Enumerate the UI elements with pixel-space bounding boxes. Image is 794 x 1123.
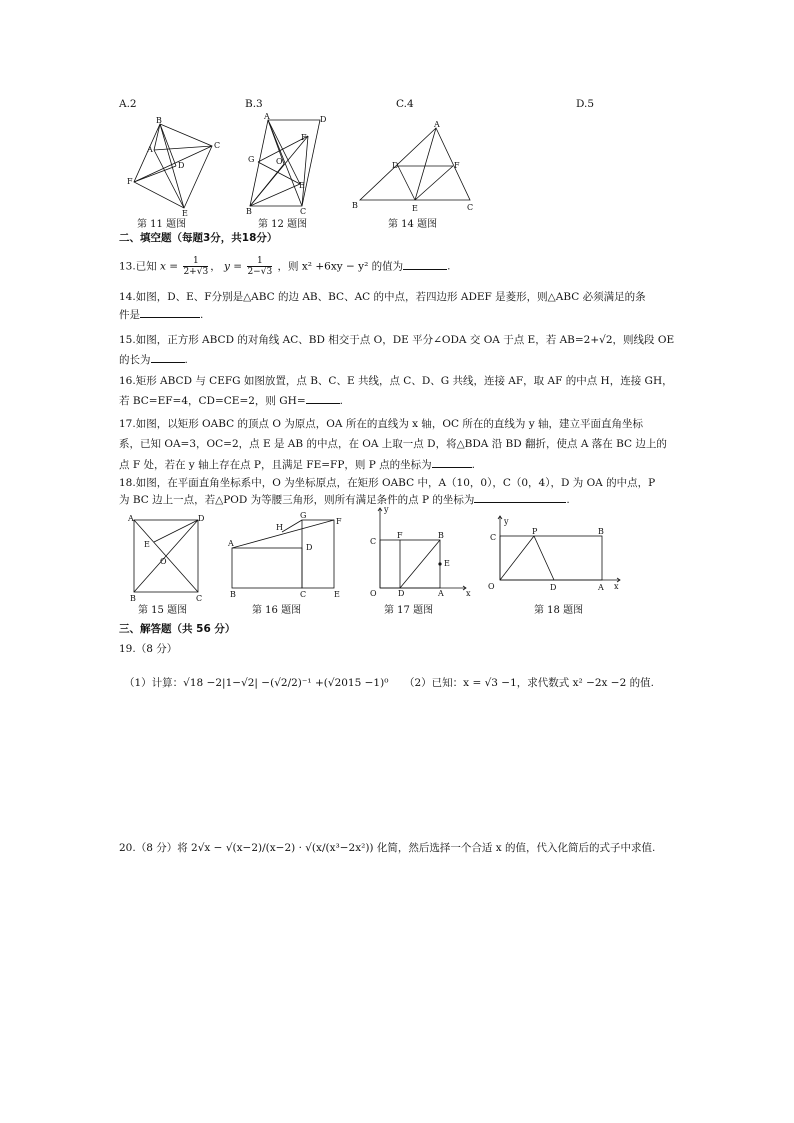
question-14-line-2	[119, 307, 203, 322]
question-18-line-2	[119, 492, 570, 507]
figure-15	[126, 512, 208, 602]
label-c: C	[490, 533, 497, 542]
answer-blank[interactable]	[306, 393, 340, 404]
answer-blank[interactable]	[403, 259, 447, 270]
q13-x: x =	[160, 260, 179, 273]
label-d: D	[392, 161, 399, 170]
label-p: P	[532, 527, 538, 536]
q13-prefix: 13.已知	[119, 260, 157, 273]
question-17-line-3	[119, 457, 475, 472]
question-15-line-2	[119, 352, 188, 367]
label-o: O	[488, 582, 495, 591]
label-a: A	[438, 589, 444, 598]
figure-16	[226, 510, 350, 600]
label-a: A	[264, 112, 270, 121]
label-e: E	[182, 209, 188, 218]
label-f: F	[397, 531, 403, 540]
label-e: E	[412, 204, 418, 213]
figure-12	[244, 114, 334, 214]
label-x: x	[466, 589, 471, 598]
option-d: D.5	[576, 98, 595, 110]
q13-y-fraction	[247, 256, 272, 277]
figure-11	[126, 116, 226, 216]
label-b: B	[598, 527, 604, 536]
answer-blank[interactable]	[432, 457, 472, 468]
label-o: O	[370, 589, 377, 598]
figure-14	[350, 122, 480, 212]
question-17-line-1: 17.如图，以矩形 OABC 的顶点 O 为原点，OA 所在的直线为 x 轴，OC 所在的直线为 y 轴，建立平面直角坐标	[119, 418, 644, 430]
section-fill-in-heading: 二、填空题（每题3分，共18分）	[119, 232, 278, 244]
figure-17-caption: 第 17 题图	[384, 605, 434, 616]
label-f: F	[336, 517, 342, 526]
answer-blank[interactable]	[474, 492, 566, 503]
label-b: B	[246, 207, 252, 216]
q17-end: .	[471, 459, 475, 471]
label-o: O	[276, 157, 283, 166]
figure-11-caption: 第 11 题图	[137, 219, 187, 230]
question-14-line-1: 14.如图，D、E、F分别是△ABC 的边 AB、BC、AC 的中点，若四边形 ADEF 是菱形，则△ABC 必须满足的条	[119, 291, 646, 303]
q18-line2-text: 为 BC 边上一点，若△POD 为等腰三角形，则所有满足条件的点 P 的坐标为	[119, 494, 475, 506]
question-20: 20.（8 分）将 2√x − √(x−2)/(x−2) · √(x/(x³−2x²)) 化简，然后选择一个合适 x 的值，代入化简后的式子中求值.	[119, 842, 656, 854]
q13-end: .	[447, 260, 451, 273]
question-19-part-1: （1）计算：√18 −2|1−√2| −(√2/2)⁻¹ +(√2015 −1)⁰	[124, 677, 389, 689]
label-b: B	[230, 590, 236, 599]
label-f: F	[454, 161, 460, 170]
label-y: y	[384, 505, 389, 514]
label-x: x	[614, 582, 619, 591]
label-b: B	[156, 116, 162, 125]
q15-end: .	[184, 354, 188, 366]
label-y: y	[504, 517, 509, 526]
figure-12-caption: 第 12 题图	[258, 219, 308, 230]
figure-16-caption: 第 16 题图	[252, 605, 302, 616]
label-a: A	[228, 539, 234, 548]
answer-blank[interactable]	[151, 352, 185, 363]
q13-y-denominator: 2−√3	[247, 267, 273, 277]
label-d: D	[198, 514, 205, 523]
figure-18-caption: 第 18 题图	[534, 605, 584, 616]
label-b: B	[130, 594, 136, 603]
label-f: F	[301, 133, 307, 142]
question-16-line-2	[119, 393, 343, 408]
figure-17	[366, 506, 470, 598]
label-d: D	[320, 115, 327, 124]
q13-x-denominator: 2+√3	[183, 267, 209, 277]
label-g: G	[300, 511, 307, 520]
q18-end: .	[566, 494, 570, 506]
label-a: A	[147, 145, 153, 154]
section-solve-heading: 三、解答题（共 56 分）	[119, 623, 236, 635]
figure-14-caption: 第 14 题图	[388, 219, 438, 230]
label-o: O	[160, 557, 167, 566]
question-17-line-2: 系，已知 OA=3，OC=2，点 E 是 AB 的中点，在 OA 上取一点 D，将△BDA 沿 BD 翻折，使点 A 落在 BC 边上的	[119, 438, 667, 450]
label-e: E	[334, 590, 340, 599]
label-c: C	[214, 141, 221, 150]
label-d: D	[398, 589, 405, 598]
label-d: D	[550, 583, 557, 592]
figure-18	[486, 514, 626, 598]
label-e: E	[144, 540, 150, 549]
answer-blank[interactable]	[140, 307, 200, 318]
question-15-line-1: 15.如图，正方形 ABCD 的对角线 AC、BD 相交于点 O，DE 平分∠ODA 交 OA 于点 E，若 AB=2+√2，则线段 OE	[119, 334, 675, 346]
label-e: E	[444, 559, 450, 568]
label-d: D	[178, 161, 185, 170]
label-a: A	[598, 583, 604, 592]
label-a: A	[128, 514, 134, 523]
q14-end: .	[200, 309, 204, 321]
q17-line3-text: 点 F 处，若在 y 轴上存在点 P，且满足 FE=FP，则 P 点的坐标为	[119, 459, 432, 471]
label-a: A	[434, 120, 440, 129]
figure-15-caption: 第 15 题图	[138, 605, 188, 616]
q13-x-numerator: 1	[192, 256, 199, 266]
label-b: B	[438, 531, 444, 540]
question-13: 13.已知 x = $\frac{1}{2+√3}$ ， y = $\frac{1}{2-√3}$ ，则 x² +6xy − y² 的值为 .	[119, 256, 451, 277]
label-c: C	[370, 537, 377, 546]
label-e: E	[299, 181, 305, 190]
label-c: C	[300, 590, 307, 599]
label-h: H	[276, 523, 283, 532]
label-c: C	[300, 207, 307, 216]
option-a: A.2	[119, 98, 137, 110]
q13-y: y =	[224, 260, 243, 273]
q13-y-numerator: 1	[256, 256, 263, 266]
label-f: F	[127, 177, 133, 186]
question-16-line-1: 16.矩形 ABCD 与 CEFG 如图放置，点 B、C、E 共线，点 C、D、G 共线，连接 AF，取 AF 的中点 H，连接 GH，	[119, 375, 673, 387]
label-c: C	[196, 594, 203, 603]
label-b: B	[352, 201, 358, 210]
q16-end: .	[339, 395, 343, 407]
label-g: G	[248, 155, 255, 164]
label-c: C	[467, 203, 474, 212]
question-19-part-2: （2）已知：x = √3 −1，求代数式 x² −2x −2 的值.	[404, 677, 654, 689]
q13-mid: ，则 x² +6xy − y² 的值为	[277, 260, 404, 273]
q13-x-fraction	[183, 256, 208, 277]
option-c: C.4	[396, 98, 414, 110]
question-18-line-1: 18.如图，在平面直角坐标系中，O 为坐标原点，在矩形 OABC 中，A（10，0），C（0，4），D 为 OA 的中点，P	[119, 477, 656, 489]
q15-line2-text: 的长为	[119, 354, 151, 366]
q16-line2-text: 若 BC=EF=4，CD=CE=2，则 GH=	[119, 395, 306, 407]
question-19-heading: 19.（8 分）	[119, 643, 178, 655]
label-d: D	[306, 543, 313, 552]
q14-line2-text: 件是	[119, 309, 140, 321]
option-b: B.3	[245, 98, 263, 110]
